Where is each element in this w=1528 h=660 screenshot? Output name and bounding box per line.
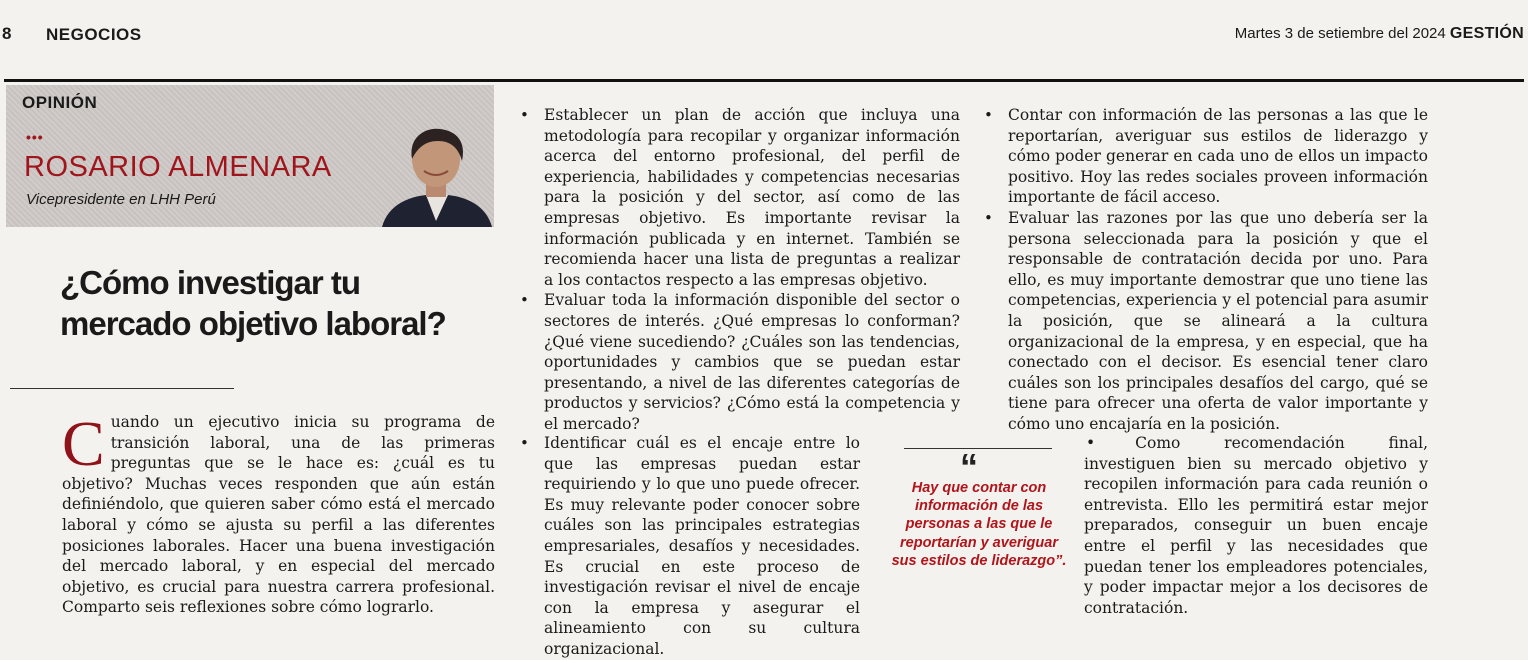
opinion-box — [6, 85, 494, 227]
list-item: • Evaluar las razones por las que uno debería ser la persona seleccionada para la posición y que el responsable de contratación decida por uno. Para ello, es muy importante demostrar que uno tiene las competencias, experiencia y el potencial para asumir la posición, que se alineará a la cultura organizacional de la empresa, y en especial, que ha conectado con el decisor. Es esencial tener claro cuáles son los principales desafíos del cargo, qué se tiene para ofrecer una oferta de valor importante y cómo uno encajaría en la posición. — [984, 208, 1428, 433]
issue-date: Martes 3 de setiembre del 2024 — [1234, 25, 1446, 42]
title-rule — [10, 388, 234, 389]
section-name: NEGOCIOS — [46, 25, 142, 44]
bullet-icon: • — [520, 106, 529, 124]
author-role: Vicepresidente en LHH Perú — [26, 191, 216, 208]
dots-icon: ••• — [26, 129, 44, 145]
article-intro — [62, 408, 495, 618]
page-number: 8 — [2, 24, 12, 43]
intro-text: uando un ejecutivo inicia su programa de transición laboral, una de las primeras preguntas que se le hace es: ¿cuál es tu objetivo? Muchas veces responden que aún están definiéndolo, que quieren saber cómo está el mercado laboral y cómo se ajusta su perfil a las diferentes posiciones laborales. Hacer una buena investigación del mercado laboral, y en especial del mercado objetivo, es crucial para nuestra carrera profesional. Comparto seis reflexiones sobre cómo lograrlo. — [62, 413, 495, 617]
header-rule — [4, 79, 1524, 82]
final-text: Como recomendación final, investiguen bien su mercado objetivo y recopilen información para cada reunión o entrevista. Ello les permitirá estar mejor preparados, conseguir un buen encaje entre el perfil y las necesidades que puedan tener los empleadores potenciales, y poder impactar mejor a los decisores de contratación. — [1084, 434, 1428, 617]
quote-rule — [904, 448, 1052, 449]
bullet-icon: • — [520, 291, 529, 310]
list-item: • Establecer un plan de acción que incluya una metodología para recopilar y organizar información acerca del entorno profesional, del perfil de experiencia, habilidades y competencias necesarias para la posición y del sector, así como de las empresas objetivo. Es importante revisar la información publicada y en internet. También se recomienda hacer una lista de preguntas a realizar a los contactos respecto a las empresas objetivo. — [520, 106, 960, 289]
dateline — [1235, 25, 1524, 43]
drop-cap: C — [62, 408, 105, 479]
bullet-icon: • — [984, 106, 993, 124]
author-name: ROSARIO ALMENARA — [24, 151, 332, 183]
title-line-1: ¿Cómo investigar tu — [60, 264, 361, 301]
list-item: • Contar con información de las personas a las que le reportarían, averiguar sus estilos de liderazgo y cómo poder generar en cada uno de ellos un impacto positivo. Hoy las redes sociales proveen información importante de fácil acceso. — [984, 106, 1428, 207]
pull-quote: Hay que contar con información de las personas a las que le reportarían y averiguar sus estilos de liderazgo”. — [891, 480, 1067, 569]
column-3 — [982, 105, 1428, 435]
bullet-icon: • — [1086, 434, 1096, 452]
author-photo — [378, 125, 494, 227]
publication-name: GESTIÓN — [1449, 25, 1524, 42]
title-line-2: mercado objetivo laboral? — [60, 305, 446, 342]
final-recommendation — [1084, 433, 1428, 618]
opinion-label: OPINIÓN — [22, 93, 98, 112]
column-2 — [518, 105, 960, 435]
list-item: • Evaluar toda la información disponible del sector o sectores de interés. ¿Qué empresas lo conforman? ¿Qué viene sucediendo? ¿Cuáles son las tendencias, oportunidades y cambios que se puedan estar presentando, a nivel de las diferentes categorías de productos y servicios? ¿Cómo está la competencia y el mercado? — [520, 291, 960, 433]
quote-icon: “ — [960, 446, 978, 487]
bullet-icon: • — [984, 208, 993, 227]
bullet-icon: • — [520, 434, 529, 452]
column-2-continued — [518, 433, 860, 660]
page-header — [0, 0, 1528, 70]
list-item: • Identificar cuál es el encaje entre lo que las empresas puedan estar requiriendo y lo que uno puede ofrecer. Es muy relevante poder conocer sobre cuáles son las principales estrategias empresariales, desafíos y necesidades. Es crucial en este proceso de investigación revisar el nivel de encaje con la empresa y asegurar el alineamiento con su cultura organizacional. — [520, 434, 860, 658]
article-title — [60, 262, 490, 344]
